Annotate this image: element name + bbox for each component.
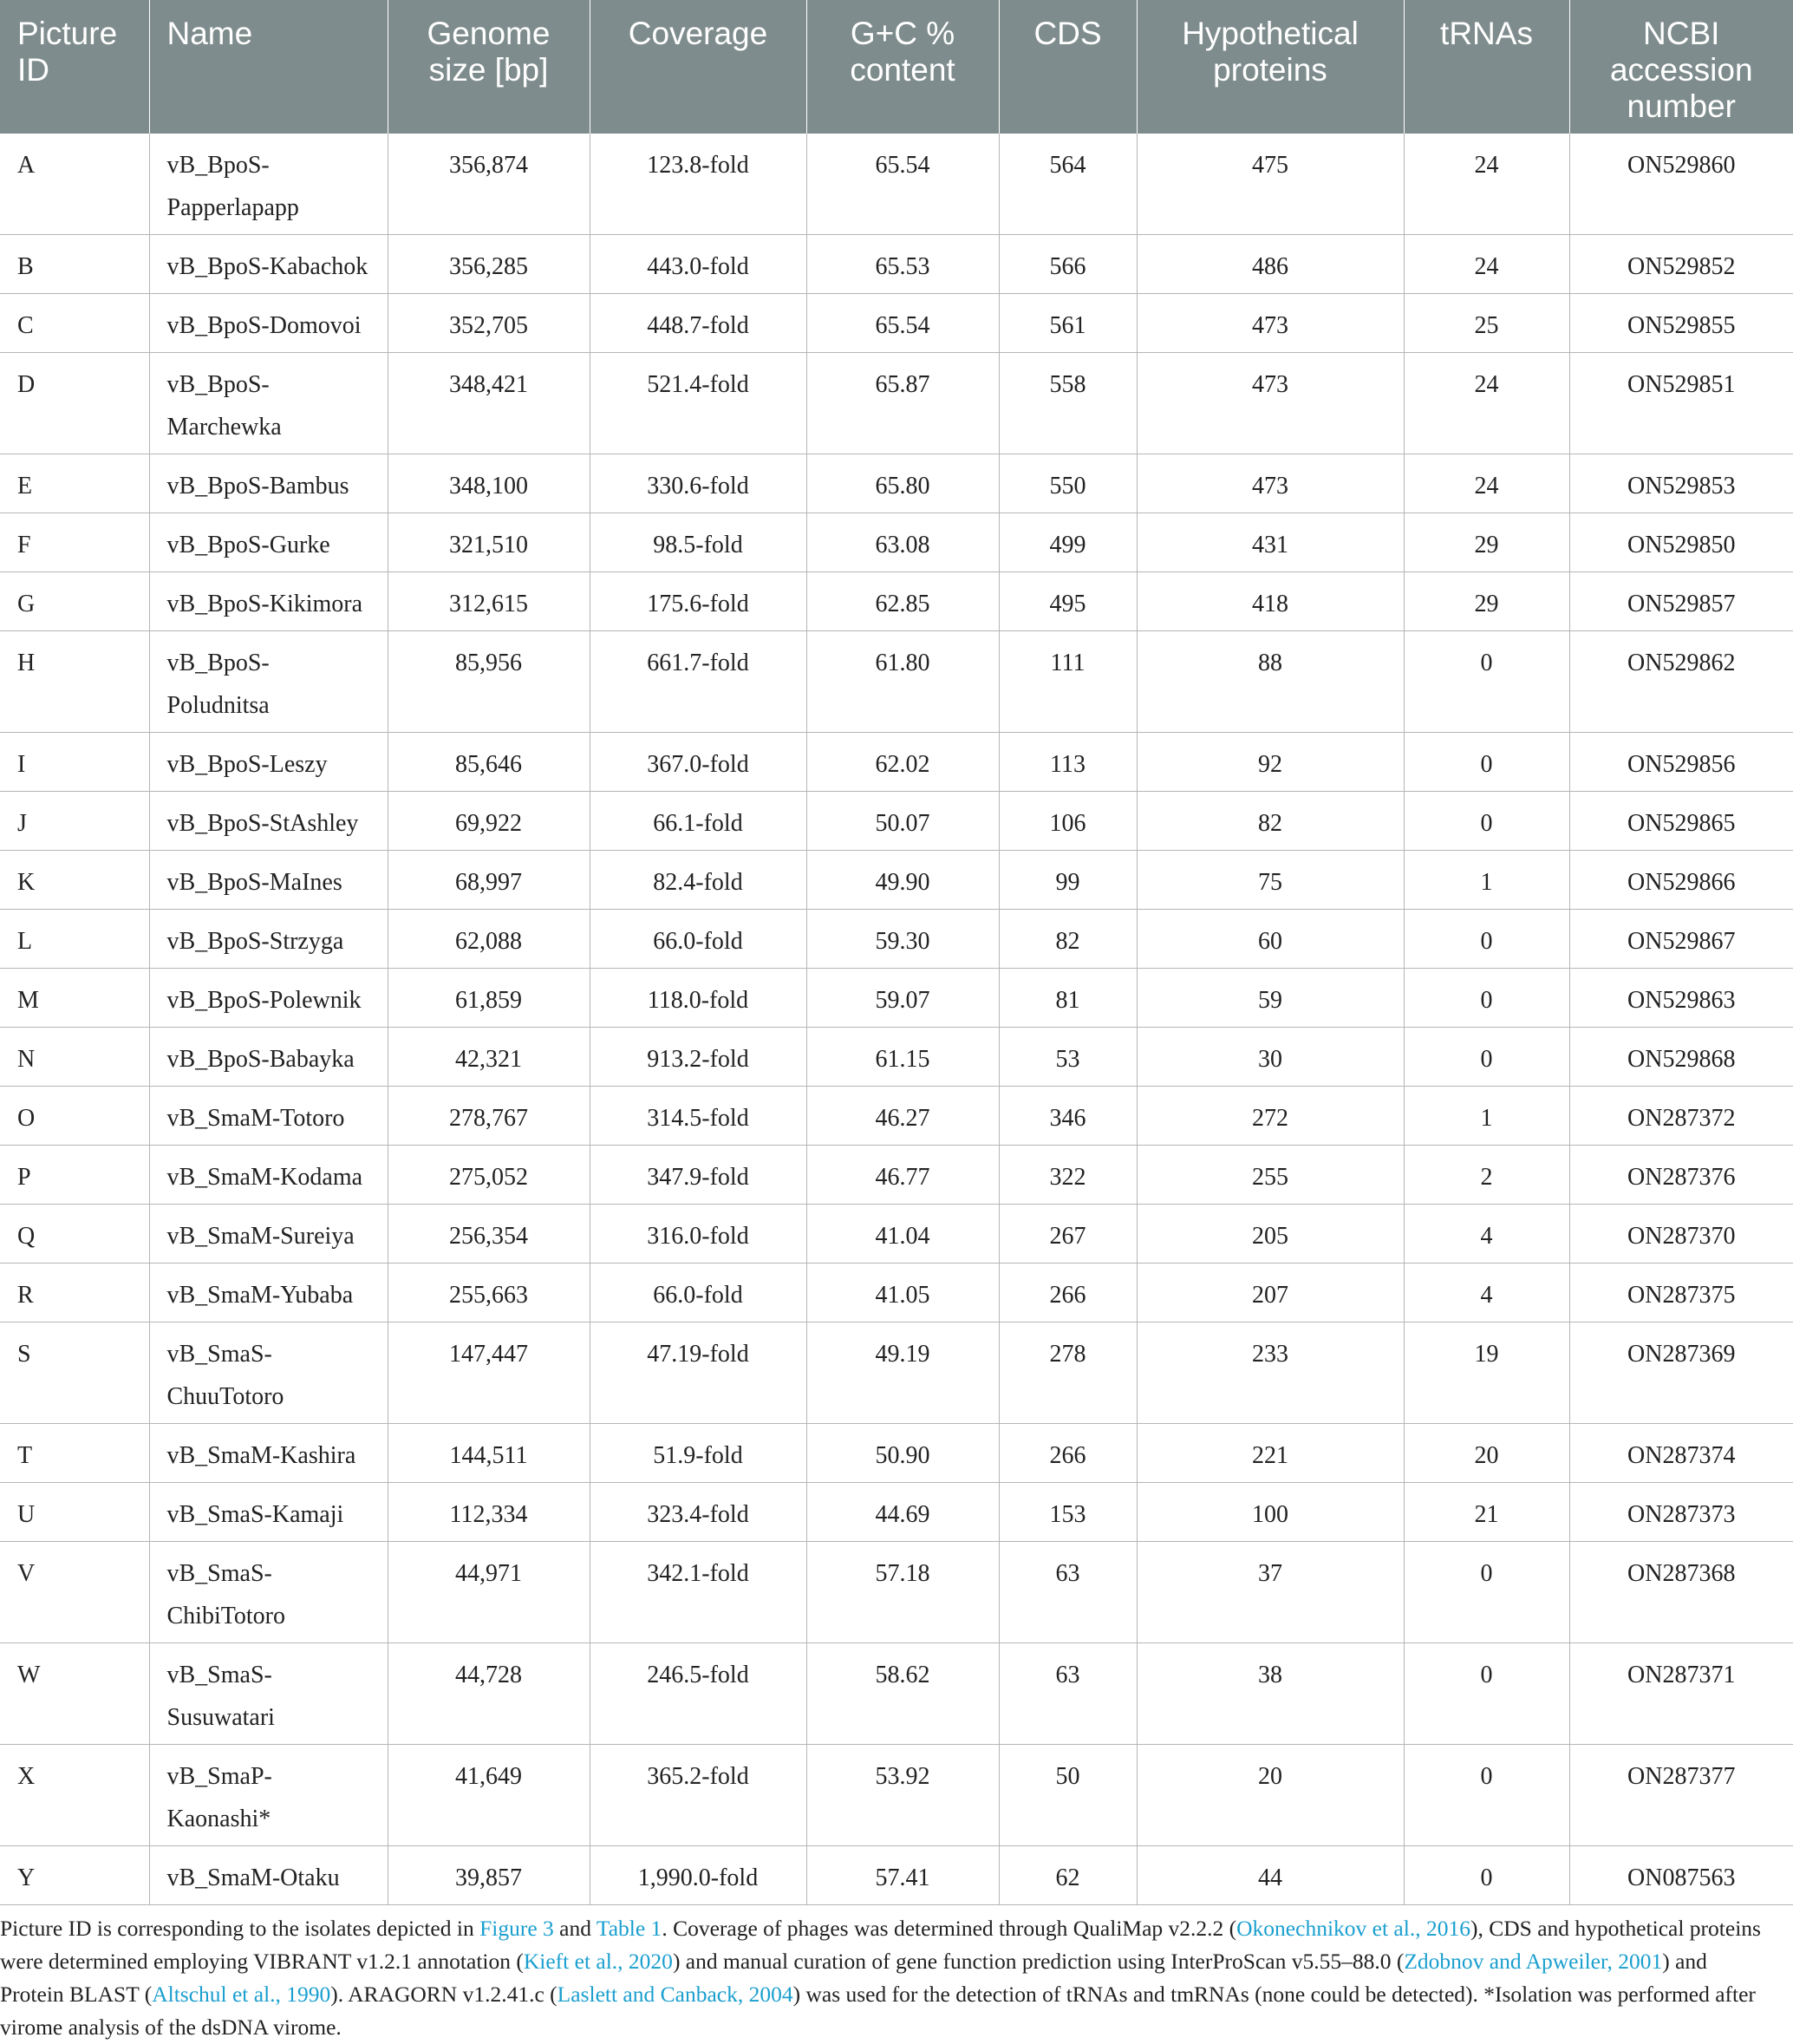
cell-coverage: 175.6-fold	[590, 572, 806, 631]
cell-name: vB_SmaP- Kaonashi*	[149, 1745, 388, 1846]
cell-ncbi-accession: ON287372	[1569, 1087, 1793, 1146]
cell-coverage: 66.0-fold	[590, 910, 806, 969]
cell-coverage: 323.4-fold	[590, 1483, 806, 1542]
cell-name: vB_SmaM-Yubaba	[149, 1264, 388, 1322]
cell-name: vB_BpoS-StAshley	[149, 792, 388, 851]
cell-picture-id: E	[0, 454, 149, 513]
header-picture-id: Picture ID	[0, 0, 149, 134]
table-header	[0, 0, 1793, 134]
footnote-text: ) and Protein BLAST (	[0, 1949, 1707, 2007]
footnote-text: . Coverage of phages was determined through QualiMap v2.2.2 (	[662, 1916, 1237, 1941]
cell-cds: 558	[999, 353, 1137, 454]
cell-trnas: 29	[1404, 513, 1569, 572]
cell-picture-id: U	[0, 1483, 149, 1542]
reference-link[interactable]: Table 1	[596, 1916, 662, 1941]
cell-genome-size: 112,334	[388, 1483, 590, 1542]
cell-genome-size: 144,511	[388, 1424, 590, 1483]
cell-trnas: 24	[1404, 134, 1569, 235]
cell-name: vB_SmaS-Kamaji	[149, 1483, 388, 1542]
cell-coverage: 246.5-fold	[590, 1643, 806, 1745]
cell-hypothetical-proteins: 255	[1137, 1146, 1404, 1205]
cell-gc-content: 50.90	[806, 1424, 999, 1483]
cell-name: vB_BpoS-Strzyga	[149, 910, 388, 969]
cell-name: vB_SmaM-Sureiya	[149, 1205, 388, 1264]
cell-cds: 50	[999, 1745, 1137, 1846]
cell-ncbi-accession: ON287368	[1569, 1542, 1793, 1643]
table-row	[0, 969, 1793, 1028]
cell-trnas: 0	[1404, 910, 1569, 969]
cell-genome-size: 278,767	[388, 1087, 590, 1146]
cell-cds: 106	[999, 792, 1137, 851]
cell-coverage: 118.0-fold	[590, 969, 806, 1028]
table-row	[0, 1424, 1793, 1483]
cell-gc-content: 62.85	[806, 572, 999, 631]
cell-picture-id: Y	[0, 1846, 149, 1905]
cell-genome-size: 348,100	[388, 454, 590, 513]
cell-trnas: 0	[1404, 733, 1569, 792]
footnote-text: Picture ID is corresponding to the isolates depicted in	[0, 1916, 480, 1941]
table-row	[0, 1483, 1793, 1542]
cell-hypothetical-proteins: 37	[1137, 1542, 1404, 1643]
cell-gc-content: 59.30	[806, 910, 999, 969]
cell-cds: 561	[999, 294, 1137, 353]
cell-gc-content: 57.41	[806, 1846, 999, 1905]
cell-gc-content: 65.54	[806, 294, 999, 353]
cell-ncbi-accession: ON287375	[1569, 1264, 1793, 1322]
cell-cds: 81	[999, 969, 1137, 1028]
cell-genome-size: 321,510	[388, 513, 590, 572]
cell-hypothetical-proteins: 473	[1137, 294, 1404, 353]
cell-coverage: 1,990.0-fold	[590, 1846, 806, 1905]
table-row	[0, 910, 1793, 969]
cell-trnas: 0	[1404, 969, 1569, 1028]
cell-genome-size: 85,956	[388, 631, 590, 733]
cell-genome-size: 62,088	[388, 910, 590, 969]
cell-picture-id: C	[0, 294, 149, 353]
cell-hypothetical-proteins: 233	[1137, 1322, 1404, 1424]
cell-ncbi-accession: ON529863	[1569, 969, 1793, 1028]
cell-cds: 266	[999, 1264, 1137, 1322]
footnote-text: ) and manual curation of gene function prediction using InterProScan v5.55–88.0 (	[672, 1949, 1405, 1974]
cell-ncbi-accession: ON529851	[1569, 353, 1793, 454]
cell-trnas: 4	[1404, 1264, 1569, 1322]
cell-gc-content: 49.90	[806, 851, 999, 910]
cell-coverage: 98.5-fold	[590, 513, 806, 572]
cell-picture-id: P	[0, 1146, 149, 1205]
cell-coverage: 347.9-fold	[590, 1146, 806, 1205]
table-row	[0, 1264, 1793, 1322]
cell-ncbi-accession: ON529868	[1569, 1028, 1793, 1087]
cell-genome-size: 147,447	[388, 1322, 590, 1424]
cell-cds: 99	[999, 851, 1137, 910]
cell-gc-content: 61.80	[806, 631, 999, 733]
cell-hypothetical-proteins: 92	[1137, 733, 1404, 792]
reference-link[interactable]: Zdobnov and Apweiler, 2001	[1404, 1949, 1663, 1974]
cell-trnas: 2	[1404, 1146, 1569, 1205]
cell-trnas: 24	[1404, 454, 1569, 513]
cell-picture-id: A	[0, 134, 149, 235]
cell-cds: 111	[999, 631, 1137, 733]
table-row	[0, 1205, 1793, 1264]
cell-name: vB_BpoS-Bambus	[149, 454, 388, 513]
header-cds: CDS	[999, 0, 1137, 134]
cell-name: vB_BpoS-MaInes	[149, 851, 388, 910]
cell-gc-content: 61.15	[806, 1028, 999, 1087]
cell-ncbi-accession: ON529867	[1569, 910, 1793, 969]
cell-name: vB_SmaM-Otaku	[149, 1846, 388, 1905]
table-row	[0, 1028, 1793, 1087]
cell-cds: 278	[999, 1322, 1137, 1424]
cell-hypothetical-proteins: 88	[1137, 631, 1404, 733]
table-row	[0, 1542, 1793, 1643]
cell-cds: 53	[999, 1028, 1137, 1087]
cell-picture-id: B	[0, 235, 149, 294]
cell-cds: 499	[999, 513, 1137, 572]
cell-genome-size: 352,705	[388, 294, 590, 353]
header-coverage: Coverage	[590, 0, 806, 134]
cell-coverage: 47.19-fold	[590, 1322, 806, 1424]
cell-trnas: 0	[1404, 1643, 1569, 1745]
cell-coverage: 330.6-fold	[590, 454, 806, 513]
cell-genome-size: 61,859	[388, 969, 590, 1028]
cell-gc-content: 62.02	[806, 733, 999, 792]
footnote-text: ) was used for the detection of tRNAs and tmRNAs (none could be detected). *Isolation was performed after virome analysis of the dsDNA virome.	[0, 1982, 1756, 2040]
cell-ncbi-accession: ON529860	[1569, 134, 1793, 235]
cell-gc-content: 65.54	[806, 134, 999, 235]
cell-gc-content: 46.77	[806, 1146, 999, 1205]
cell-coverage: 66.0-fold	[590, 1264, 806, 1322]
cell-coverage: 913.2-fold	[590, 1028, 806, 1087]
cell-gc-content: 65.53	[806, 235, 999, 294]
cell-coverage: 521.4-fold	[590, 353, 806, 454]
cell-hypothetical-proteins: 44	[1137, 1846, 1404, 1905]
cell-picture-id: L	[0, 910, 149, 969]
cell-cds: 62	[999, 1846, 1137, 1905]
cell-coverage: 82.4-fold	[590, 851, 806, 910]
cell-genome-size: 41,649	[388, 1745, 590, 1846]
reference-link[interactable]: Laslett and Canback, 2004	[557, 1982, 793, 2007]
cell-name: vB_BpoS-Kabachok	[149, 235, 388, 294]
cell-trnas: 20	[1404, 1424, 1569, 1483]
cell-genome-size: 85,646	[388, 733, 590, 792]
table-row	[0, 134, 1793, 235]
cell-cds: 153	[999, 1483, 1137, 1542]
cell-ncbi-accession: ON287376	[1569, 1146, 1793, 1205]
table-row	[0, 851, 1793, 910]
cell-picture-id: R	[0, 1264, 149, 1322]
cell-hypothetical-proteins: 272	[1137, 1087, 1404, 1146]
cell-name: vB_BpoS-Leszy	[149, 733, 388, 792]
cell-trnas: 29	[1404, 572, 1569, 631]
cell-ncbi-accession: ON529866	[1569, 851, 1793, 910]
cell-genome-size: 44,971	[388, 1542, 590, 1643]
cell-genome-size: 39,857	[388, 1846, 590, 1905]
cell-hypothetical-proteins: 60	[1137, 910, 1404, 969]
cell-picture-id: M	[0, 969, 149, 1028]
cell-name: vB_BpoS- Marchewka	[149, 353, 388, 454]
cell-hypothetical-proteins: 82	[1137, 792, 1404, 851]
header-genome-size: Genome size [bp]	[388, 0, 590, 134]
cell-gc-content: 41.04	[806, 1205, 999, 1264]
cell-hypothetical-proteins: 100	[1137, 1483, 1404, 1542]
cell-name: vB_BpoS- Poludnitsa	[149, 631, 388, 733]
cell-hypothetical-proteins: 75	[1137, 851, 1404, 910]
cell-genome-size: 44,728	[388, 1643, 590, 1745]
cell-hypothetical-proteins: 221	[1137, 1424, 1404, 1483]
footnote-text: ). ARAGORN v1.2.41.c (	[330, 1982, 557, 2007]
cell-trnas: 0	[1404, 1745, 1569, 1846]
cell-genome-size: 68,997	[388, 851, 590, 910]
header-row	[0, 0, 1793, 134]
header-gc-content: G+C % content	[806, 0, 999, 134]
cell-cds: 550	[999, 454, 1137, 513]
footnote-text: and	[553, 1916, 597, 1941]
cell-hypothetical-proteins: 38	[1137, 1643, 1404, 1745]
cell-cds: 495	[999, 572, 1137, 631]
cell-genome-size: 255,663	[388, 1264, 590, 1322]
cell-coverage: 342.1-fold	[590, 1542, 806, 1643]
table-row	[0, 294, 1793, 353]
cell-gc-content: 49.19	[806, 1322, 999, 1424]
cell-ncbi-accession: ON529852	[1569, 235, 1793, 294]
table-row	[0, 353, 1793, 454]
cell-picture-id: F	[0, 513, 149, 572]
cell-name: vB_BpoS- Papperlapapp	[149, 134, 388, 235]
cell-ncbi-accession: ON287370	[1569, 1205, 1793, 1264]
cell-genome-size: 312,615	[388, 572, 590, 631]
cell-cds: 266	[999, 1424, 1137, 1483]
cell-ncbi-accession: ON529862	[1569, 631, 1793, 733]
cell-trnas: 1	[1404, 851, 1569, 910]
table-row	[0, 631, 1793, 733]
cell-gc-content: 50.07	[806, 792, 999, 851]
cell-trnas: 1	[1404, 1087, 1569, 1146]
table-row	[0, 454, 1793, 513]
cell-hypothetical-proteins: 473	[1137, 353, 1404, 454]
reference-link[interactable]: Okonechnikov et al., 2016	[1236, 1916, 1470, 1941]
cell-picture-id: Q	[0, 1205, 149, 1264]
cell-name: vB_SmaM-Totoro	[149, 1087, 388, 1146]
cell-picture-id: H	[0, 631, 149, 733]
cell-hypothetical-proteins: 20	[1137, 1745, 1404, 1846]
cell-hypothetical-proteins: 475	[1137, 134, 1404, 235]
cell-gc-content: 58.62	[806, 1643, 999, 1745]
cell-hypothetical-proteins: 59	[1137, 969, 1404, 1028]
cell-name: vB_BpoS-Domovoi	[149, 294, 388, 353]
cell-picture-id: V	[0, 1542, 149, 1643]
cell-genome-size: 356,285	[388, 235, 590, 294]
cell-ncbi-accession: ON529856	[1569, 733, 1793, 792]
reference-link[interactable]: Kieft et al., 2020	[523, 1949, 673, 1974]
cell-cds: 566	[999, 235, 1137, 294]
cell-coverage: 448.7-fold	[590, 294, 806, 353]
cell-gc-content: 46.27	[806, 1087, 999, 1146]
cell-gc-content: 65.80	[806, 454, 999, 513]
cell-genome-size: 256,354	[388, 1205, 590, 1264]
cell-ncbi-accession: ON287374	[1569, 1424, 1793, 1483]
cell-gc-content: 57.18	[806, 1542, 999, 1643]
cell-hypothetical-proteins: 30	[1137, 1028, 1404, 1087]
cell-name: vB_BpoS-Babayka	[149, 1028, 388, 1087]
cell-coverage: 365.2-fold	[590, 1745, 806, 1846]
cell-coverage: 123.8-fold	[590, 134, 806, 235]
cell-coverage: 66.1-fold	[590, 792, 806, 851]
cell-cds: 63	[999, 1643, 1137, 1745]
cell-gc-content: 63.08	[806, 513, 999, 572]
cell-genome-size: 348,421	[388, 353, 590, 454]
cell-cds: 564	[999, 134, 1137, 235]
cell-gc-content: 59.07	[806, 969, 999, 1028]
cell-name: vB_SmaM-Kashira	[149, 1424, 388, 1483]
cell-cds: 82	[999, 910, 1137, 969]
cell-picture-id: T	[0, 1424, 149, 1483]
cell-trnas: 24	[1404, 235, 1569, 294]
cell-genome-size: 275,052	[388, 1146, 590, 1205]
table-row	[0, 733, 1793, 792]
cell-picture-id: G	[0, 572, 149, 631]
cell-picture-id: I	[0, 733, 149, 792]
cell-hypothetical-proteins: 207	[1137, 1264, 1404, 1322]
cell-name: vB_SmaS- Susuwatari	[149, 1643, 388, 1745]
cell-picture-id: O	[0, 1087, 149, 1146]
table-row	[0, 1745, 1793, 1846]
table-row	[0, 1146, 1793, 1205]
cell-hypothetical-proteins: 431	[1137, 513, 1404, 572]
cell-genome-size: 42,321	[388, 1028, 590, 1087]
cell-cds: 322	[999, 1146, 1137, 1205]
cell-ncbi-accession: ON287369	[1569, 1322, 1793, 1424]
table-row	[0, 1322, 1793, 1424]
cell-hypothetical-proteins: 473	[1137, 454, 1404, 513]
header-name: Name	[149, 0, 388, 134]
cell-hypothetical-proteins: 205	[1137, 1205, 1404, 1264]
cell-trnas: 24	[1404, 353, 1569, 454]
cell-trnas: 0	[1404, 1542, 1569, 1643]
reference-link[interactable]: Figure 3	[479, 1916, 554, 1941]
table-row	[0, 572, 1793, 631]
header-hypothetical-proteins: Hypothetical proteins	[1137, 0, 1404, 134]
cell-name: vB_BpoS-Gurke	[149, 513, 388, 572]
cell-ncbi-accession: ON529855	[1569, 294, 1793, 353]
cell-ncbi-accession: ON087563	[1569, 1846, 1793, 1905]
header-ncbi-accession: NCBI accession number	[1569, 0, 1793, 134]
cell-gc-content: 53.92	[806, 1745, 999, 1846]
cell-cds: 63	[999, 1542, 1137, 1643]
cell-ncbi-accession: ON287371	[1569, 1643, 1793, 1745]
cell-coverage: 661.7-fold	[590, 631, 806, 733]
cell-trnas: 0	[1404, 1846, 1569, 1905]
cell-ncbi-accession: ON287373	[1569, 1483, 1793, 1542]
cell-trnas: 25	[1404, 294, 1569, 353]
table-row	[0, 513, 1793, 572]
cell-hypothetical-proteins: 486	[1137, 235, 1404, 294]
cell-picture-id: D	[0, 353, 149, 454]
cell-name: vB_SmaS- ChuuTotoro	[149, 1322, 388, 1424]
cell-trnas: 0	[1404, 631, 1569, 733]
footnote-text: ), CDS and hypothetical proteins were determined employing VIBRANT v1.2.1 annotation (	[0, 1916, 1761, 1974]
cell-gc-content: 65.87	[806, 353, 999, 454]
cell-name: vB_BpoS-Polewnik	[149, 969, 388, 1028]
cell-coverage: 314.5-fold	[590, 1087, 806, 1146]
cell-trnas: 21	[1404, 1483, 1569, 1542]
cell-coverage: 367.0-fold	[590, 733, 806, 792]
cell-picture-id: N	[0, 1028, 149, 1087]
cell-picture-id: S	[0, 1322, 149, 1424]
cell-ncbi-accession: ON529865	[1569, 792, 1793, 851]
cell-trnas: 19	[1404, 1322, 1569, 1424]
cell-coverage: 443.0-fold	[590, 235, 806, 294]
table-row	[0, 1846, 1793, 1905]
table-row	[0, 1643, 1793, 1745]
cell-picture-id: X	[0, 1745, 149, 1846]
cell-genome-size: 356,874	[388, 134, 590, 235]
cell-coverage: 51.9-fold	[590, 1424, 806, 1483]
cell-picture-id: J	[0, 792, 149, 851]
cell-cds: 346	[999, 1087, 1137, 1146]
table-row	[0, 235, 1793, 294]
cell-ncbi-accession: ON529853	[1569, 454, 1793, 513]
cell-name: vB_SmaM-Kodama	[149, 1146, 388, 1205]
cell-name: vB_BpoS-Kikimora	[149, 572, 388, 631]
cell-trnas: 4	[1404, 1205, 1569, 1264]
table-body	[0, 134, 1793, 1905]
cell-coverage: 316.0-fold	[590, 1205, 806, 1264]
reference-link[interactable]: Altschul et al., 1990	[152, 1982, 331, 2007]
cell-hypothetical-proteins: 418	[1137, 572, 1404, 631]
cell-ncbi-accession: ON287377	[1569, 1745, 1793, 1846]
table-row	[0, 1087, 1793, 1146]
cell-gc-content: 44.69	[806, 1483, 999, 1542]
cell-trnas: 0	[1404, 792, 1569, 851]
cell-picture-id: W	[0, 1643, 149, 1745]
cell-name: vB_SmaS- ChibiTotoro	[149, 1542, 388, 1643]
cell-picture-id: K	[0, 851, 149, 910]
cell-ncbi-accession: ON529850	[1569, 513, 1793, 572]
cell-cds: 113	[999, 733, 1137, 792]
cell-cds: 267	[999, 1205, 1137, 1264]
table-footnote	[0, 1905, 1784, 2044]
cell-genome-size: 69,922	[388, 792, 590, 851]
cell-gc-content: 41.05	[806, 1264, 999, 1322]
cell-trnas: 0	[1404, 1028, 1569, 1087]
cell-ncbi-accession: ON529857	[1569, 572, 1793, 631]
table-row	[0, 792, 1793, 851]
header-trnas: tRNAs	[1404, 0, 1569, 134]
